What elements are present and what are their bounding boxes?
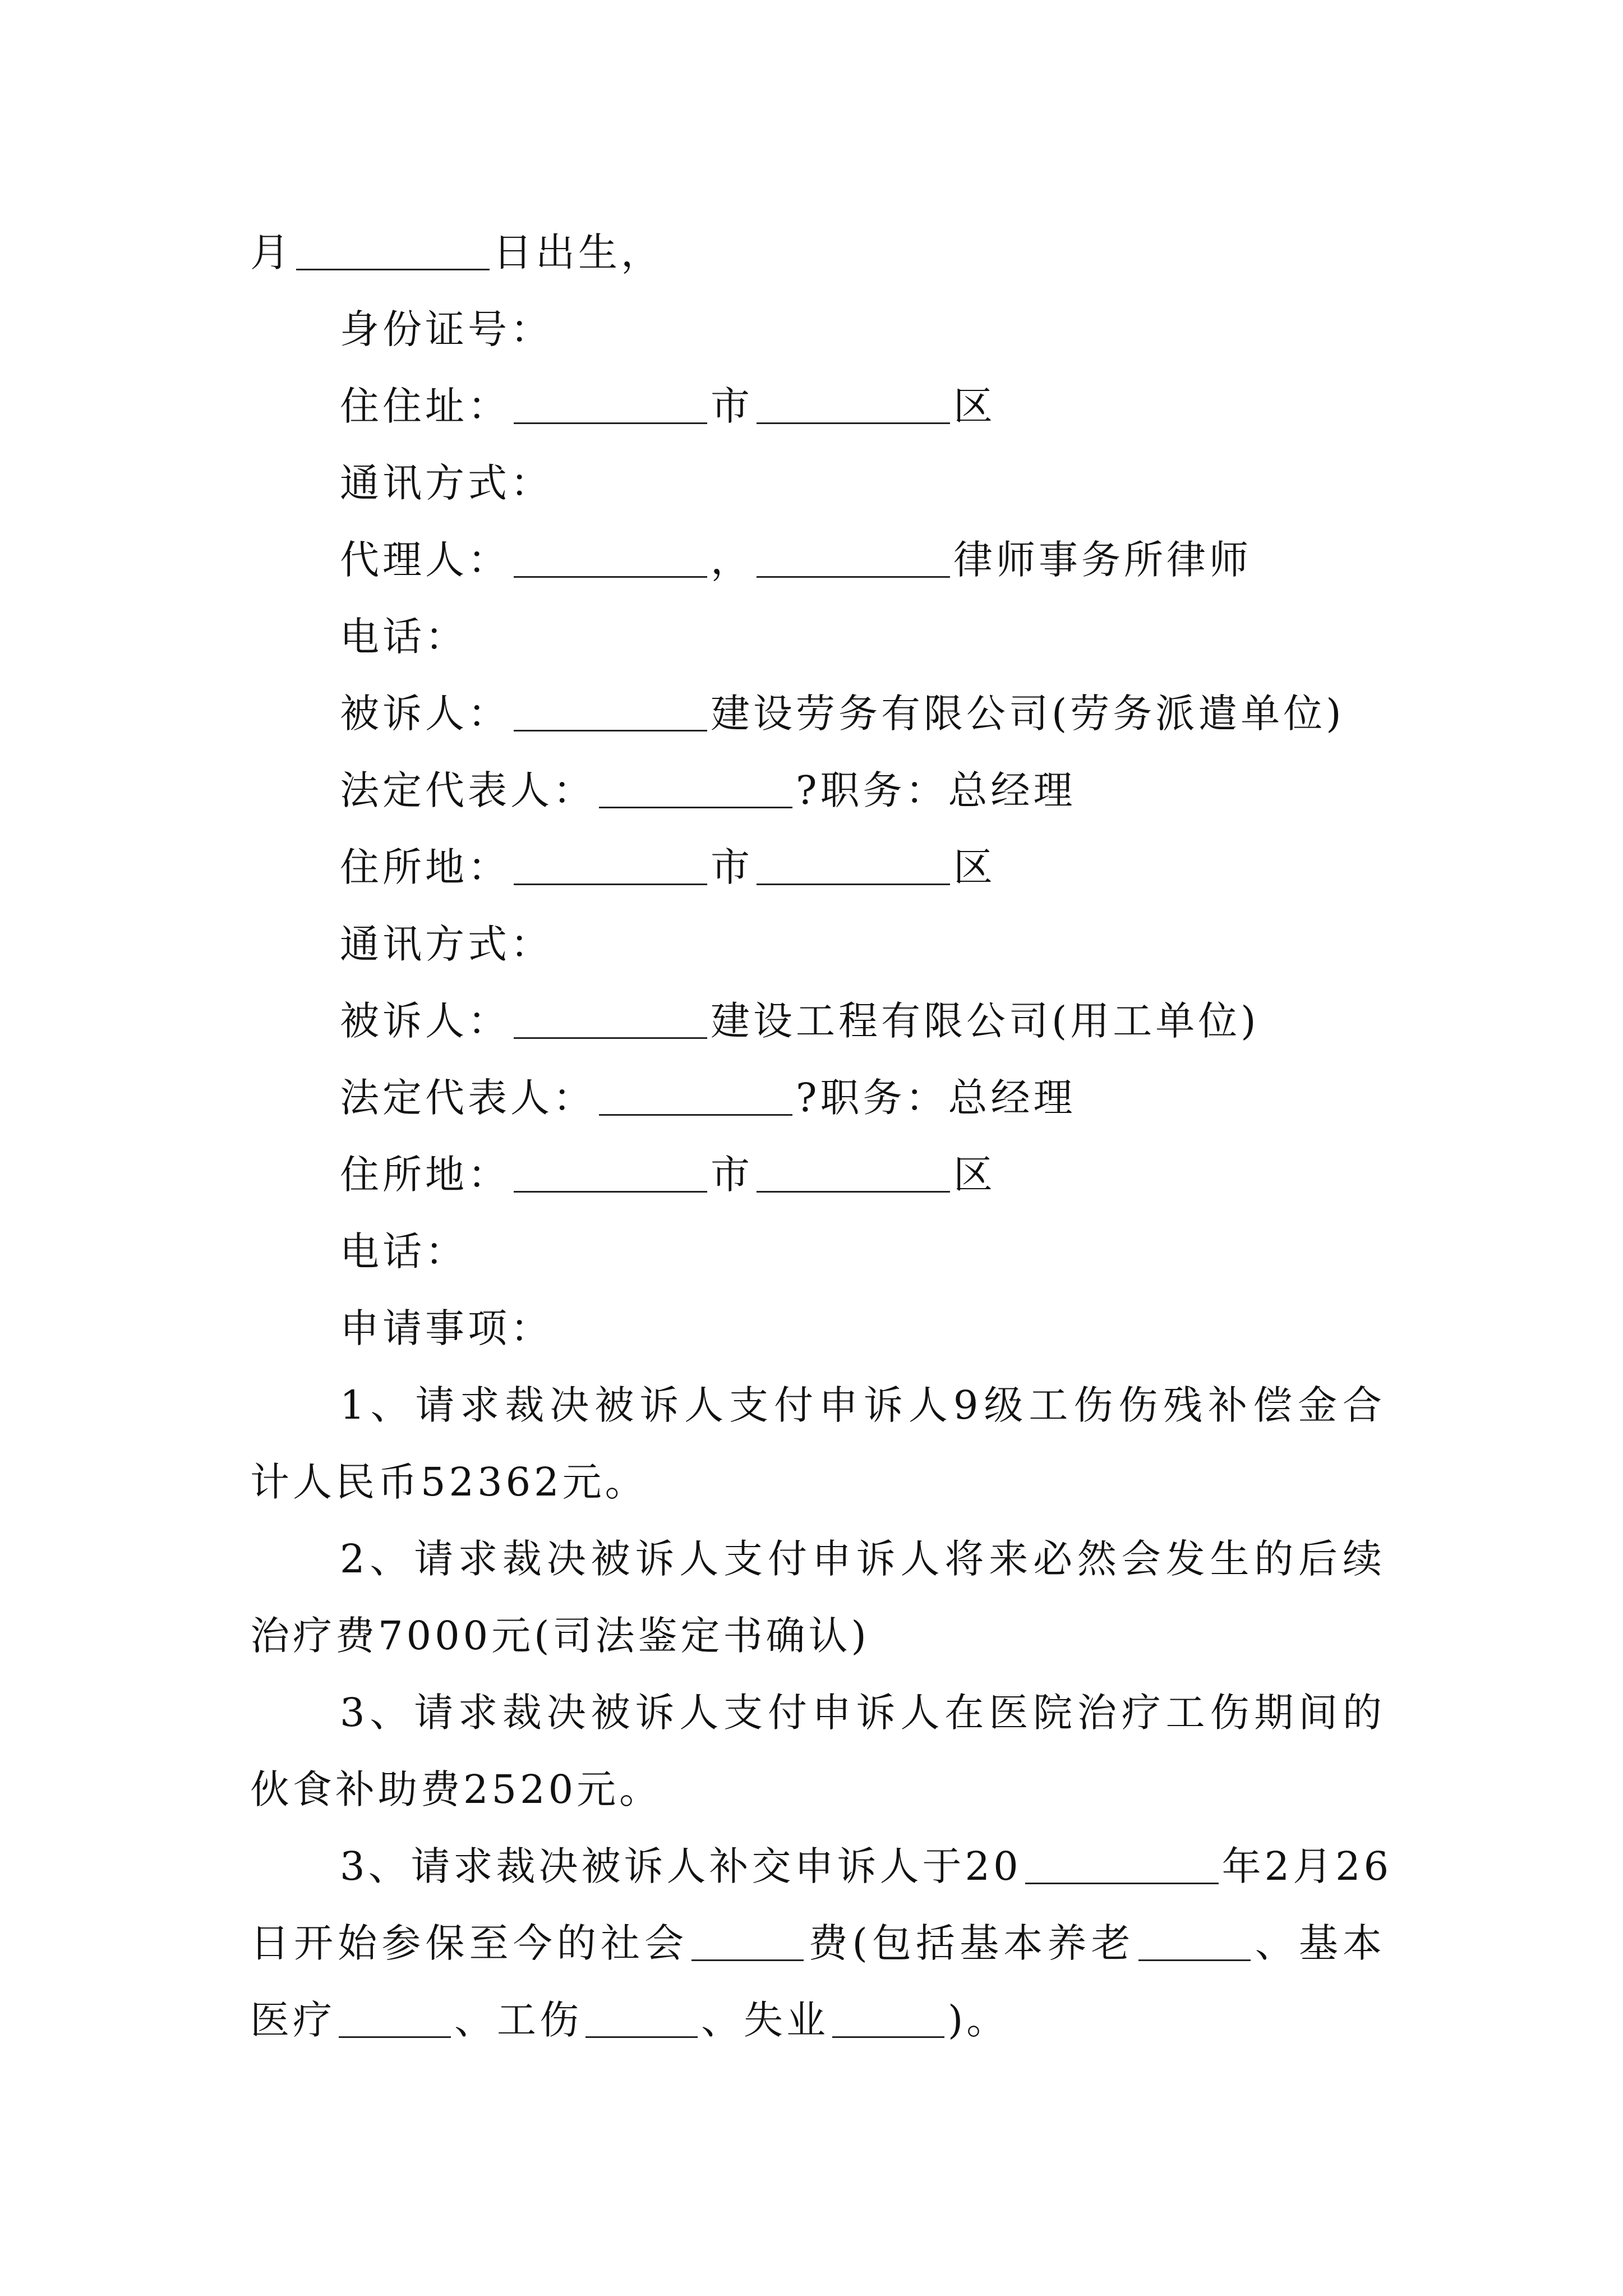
request-4-text-g: 、工伤 <box>454 1997 582 2043</box>
request-4-text-c: 日开始参保至今的社会 <box>250 1920 689 1966</box>
legal-rep-label: 法定代表人： <box>340 767 596 813</box>
phone-line <box>250 1213 1385 1290</box>
city-text: 市 <box>711 383 753 429</box>
requests-heading <box>250 1290 1385 1367</box>
year-blank <box>1025 1843 1219 1884</box>
law-firm-blank <box>757 537 950 578</box>
request-4-text-e: 、基本 <box>1253 1920 1386 1966</box>
address-label: 住住址： <box>340 383 510 429</box>
contact-line <box>250 445 1385 522</box>
request-1-line-1: 1、请求裁决被诉人支付申诉人9级工伤伤残补偿金合 <box>340 1382 1385 1428</box>
request-4-line-2 <box>250 1905 1385 1982</box>
legal-rep-1-line <box>250 752 1385 829</box>
requests-heading-text: 申请事项： <box>340 1305 553 1351</box>
legal-rep-2-line <box>250 1060 1385 1137</box>
contact-label: 通讯方式： <box>340 921 553 967</box>
agent-label: 代理人： <box>340 537 510 583</box>
domicile-label: 住所地： <box>340 1152 510 1198</box>
respondent-2-name: 建设工程有限公司(用工单位) <box>711 998 1260 1044</box>
respondent-1-name: 建设劳务有限公司(劳务派遣单位) <box>711 691 1345 737</box>
day-blank <box>296 229 490 270</box>
request-4-text-b: 年2月26 <box>1221 1843 1393 1889</box>
legal-rep-2-blank <box>599 1075 792 1116</box>
city-blank <box>514 1152 707 1193</box>
respondent-1-line <box>250 675 1385 752</box>
id-number-label: 身份证号： <box>340 306 553 352</box>
position-text: ?职务：总经理 <box>796 767 1076 813</box>
request-4-text-a: 3、请求裁决被诉人补交申诉人于20 <box>340 1843 1022 1889</box>
injury-blank <box>585 1997 698 2038</box>
district-text: 区 <box>953 844 996 890</box>
request-4-line-1 <box>250 1828 1393 1905</box>
request-4-line-3 <box>250 1982 1385 2059</box>
district-blank <box>757 383 950 424</box>
domicile-1-line <box>250 829 1385 906</box>
district-text: 区 <box>953 383 996 429</box>
phone-label: 电话： <box>340 614 468 660</box>
request-4-text-d: 费(包括基本养老 <box>807 1920 1135 1966</box>
district-blank <box>757 844 950 885</box>
pension-blank <box>1138 1920 1251 1961</box>
city-text: 市 <box>711 1152 753 1198</box>
domicile-2-line <box>250 1137 1385 1213</box>
request-2-line-2: 治疗费7000元(司法鉴定书确认) <box>250 1613 870 1659</box>
agent-name-blank <box>514 537 707 578</box>
request-4-text-f: 医疗 <box>250 1997 335 2043</box>
city-text: 市 <box>711 844 753 890</box>
address-line <box>250 368 1385 445</box>
respondent-1-blank <box>514 691 707 731</box>
respondent-label: 被诉人： <box>340 691 510 737</box>
district-text: 区 <box>953 1152 996 1198</box>
respondent-label: 被诉人： <box>340 998 510 1044</box>
month-text: 月 <box>250 229 293 275</box>
legal-rep-label: 法定代表人： <box>340 1075 596 1121</box>
law-firm-text: 律师事务所律师 <box>953 537 1252 583</box>
request-1-line-2: 计人民币52362元。 <box>250 1459 648 1505</box>
insurance-type-blank <box>691 1920 804 1961</box>
city-blank <box>514 383 707 424</box>
district-blank <box>757 1152 950 1193</box>
respondent-2-blank <box>514 998 707 1039</box>
request-3-line-2: 伙食补助费2520元。 <box>250 1766 662 1812</box>
agent-comma: ， <box>711 537 753 583</box>
request-3-line-1: 3、请求裁决被诉人支付申诉人在医院治疗工伤期间的 <box>340 1690 1385 1736</box>
unemployment-blank <box>832 1997 944 2038</box>
domicile-label: 住所地： <box>340 844 510 890</box>
request-4-text-i: )。 <box>948 1997 1009 2043</box>
respondent-2-line <box>250 983 1385 1060</box>
phone-label: 电话： <box>340 1228 468 1274</box>
agent-line <box>250 522 1385 599</box>
request-4-text-h: 、失业 <box>701 1997 829 2043</box>
id-number-line <box>250 291 1385 368</box>
position-text: ?职务：总经理 <box>796 1075 1076 1121</box>
contact-label: 通讯方式： <box>340 460 553 506</box>
contact-line <box>250 906 1385 983</box>
medical-blank <box>339 1997 451 2038</box>
phone-line <box>250 599 1385 675</box>
city-blank <box>514 844 707 885</box>
legal-rep-1-blank <box>599 767 792 808</box>
birth-date-line <box>250 214 1385 291</box>
document-body <box>250 214 1393 2059</box>
request-2-line-1: 2、请求裁决被诉人支付申诉人将来必然会发生的后续 <box>340 1536 1385 1582</box>
birth-text: 日出生， <box>493 229 663 275</box>
